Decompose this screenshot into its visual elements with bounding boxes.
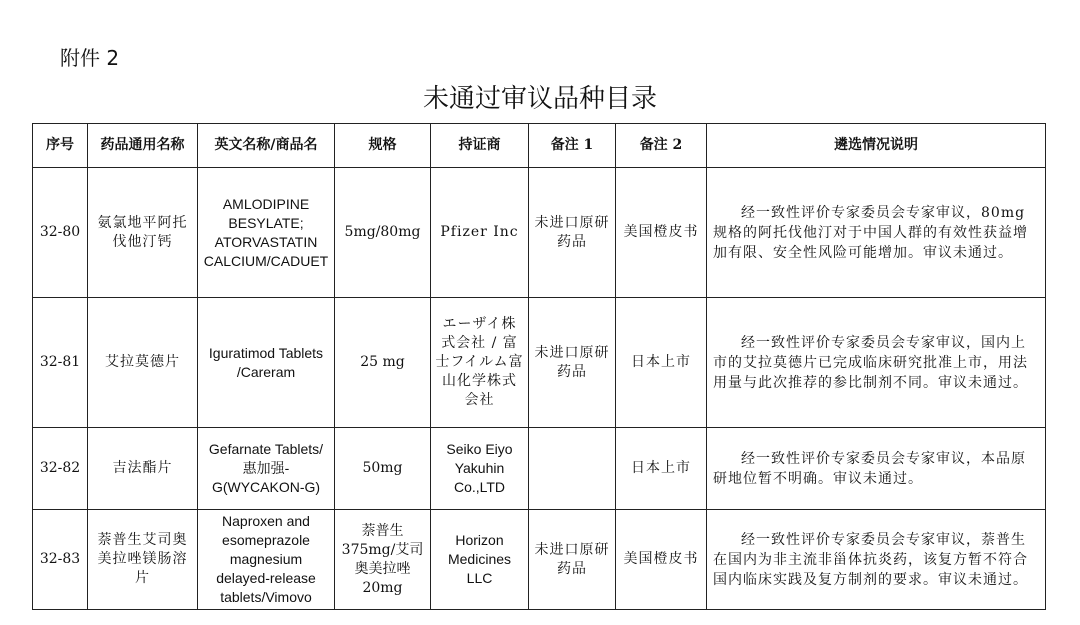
cell-generic-name: 氨氯地平阿托伐他汀钙 xyxy=(88,168,198,298)
header-generic-name: 药品通用名称 xyxy=(88,124,198,168)
cell-holder: Seiko Eiyo Yakuhin Co.,LTD xyxy=(431,428,529,510)
cell-no: 32-81 xyxy=(33,298,88,428)
cell-note2: 美国橙皮书 xyxy=(616,168,707,298)
header-no: 序号 xyxy=(33,124,88,168)
cell-spec: 萘普生 375mg/艾司奥美拉唑 20mg xyxy=(335,510,431,610)
cell-description xyxy=(707,168,1046,298)
cell-spec: 50mg xyxy=(335,428,431,510)
description-text: 经一致性评价专家委员会专家审议，80mg 规格的阿托伐他汀对于中国人群的有效性获益增加有限、安全性风险可能增加。审议未通过。 xyxy=(713,204,1028,261)
table-row xyxy=(33,168,1046,298)
cell-note2: 日本上市 xyxy=(616,298,707,428)
description-text: 经一致性评价专家委员会专家审议，国内上市的艾拉莫德片已完成临床研究批准上市，用法用量与此次推荐的参比制剂不同。审议未通过。 xyxy=(713,334,1028,391)
cell-no: 32-83 xyxy=(33,510,88,610)
cell-no: 32-80 xyxy=(33,168,88,298)
header-english-name: 英文名称/商品名 xyxy=(198,124,335,168)
table-row xyxy=(33,428,1046,510)
cell-holder: Horizon Medicines LLC xyxy=(431,510,529,610)
cell-generic-name: 吉法酯片 xyxy=(88,428,198,510)
cell-note1: 未进口原研药品 xyxy=(529,168,616,298)
cell-description xyxy=(707,510,1046,610)
cell-generic-name: 萘普生艾司奥美拉唑镁肠溶片 xyxy=(88,510,198,610)
header-holder: 持证商 xyxy=(431,124,529,168)
header-note2: 备注 2 xyxy=(616,124,707,168)
table-row xyxy=(33,298,1046,428)
cell-note1 xyxy=(529,428,616,510)
drug-table xyxy=(32,123,1046,610)
cell-no: 32-82 xyxy=(33,428,88,510)
cell-note2: 美国橙皮书 xyxy=(616,510,707,610)
cell-note2: 日本上市 xyxy=(616,428,707,510)
cell-description xyxy=(707,298,1046,428)
cell-note1: 未进口原研药品 xyxy=(529,510,616,610)
cell-english-name: Naproxen and esomeprazole magnesium delayed-release tablets/Vimovo xyxy=(198,510,335,610)
header-description: 遴选情况说明 xyxy=(707,124,1046,168)
header-note1: 备注 1 xyxy=(529,124,616,168)
cell-english-name: AMLODIPINE BESYLATE; ATORVASTATIN CALCIUM/CADUET xyxy=(198,168,335,298)
cell-spec: 5mg/80mg xyxy=(335,168,431,298)
cell-spec: 25 mg xyxy=(335,298,431,428)
cell-description xyxy=(707,428,1046,510)
cell-generic-name: 艾拉莫德片 xyxy=(88,298,198,428)
table-header-row xyxy=(33,124,1046,168)
description-text: 经一致性评价专家委员会专家审议，本品原研地位暂不明确。审议未通过。 xyxy=(713,450,1026,487)
cell-english-name: Gefarnate Tablets/ 惠加强-G(WYCAKON-G) xyxy=(198,428,335,510)
table-row xyxy=(33,510,1046,610)
document-title: 未通过审议品种目录 xyxy=(422,84,657,114)
description-text: 经一致性评价专家委员会专家审议，萘普生在国内为非主流非甾体抗炎药，该复方暂不符合国内临床实践及复方制剂的要求。审议未通过。 xyxy=(713,531,1028,588)
cell-holder: エーザイ株式会社 / 富士フイルム富山化学株式会社 xyxy=(431,298,529,428)
attachment-label: 附件 2 xyxy=(60,46,120,70)
cell-english-name: Iguratimod Tablets /Careram xyxy=(198,298,335,428)
header-spec: 规格 xyxy=(335,124,431,168)
cell-holder: Pfizer Inc xyxy=(431,168,529,298)
cell-note1: 未进口原研药品 xyxy=(529,298,616,428)
